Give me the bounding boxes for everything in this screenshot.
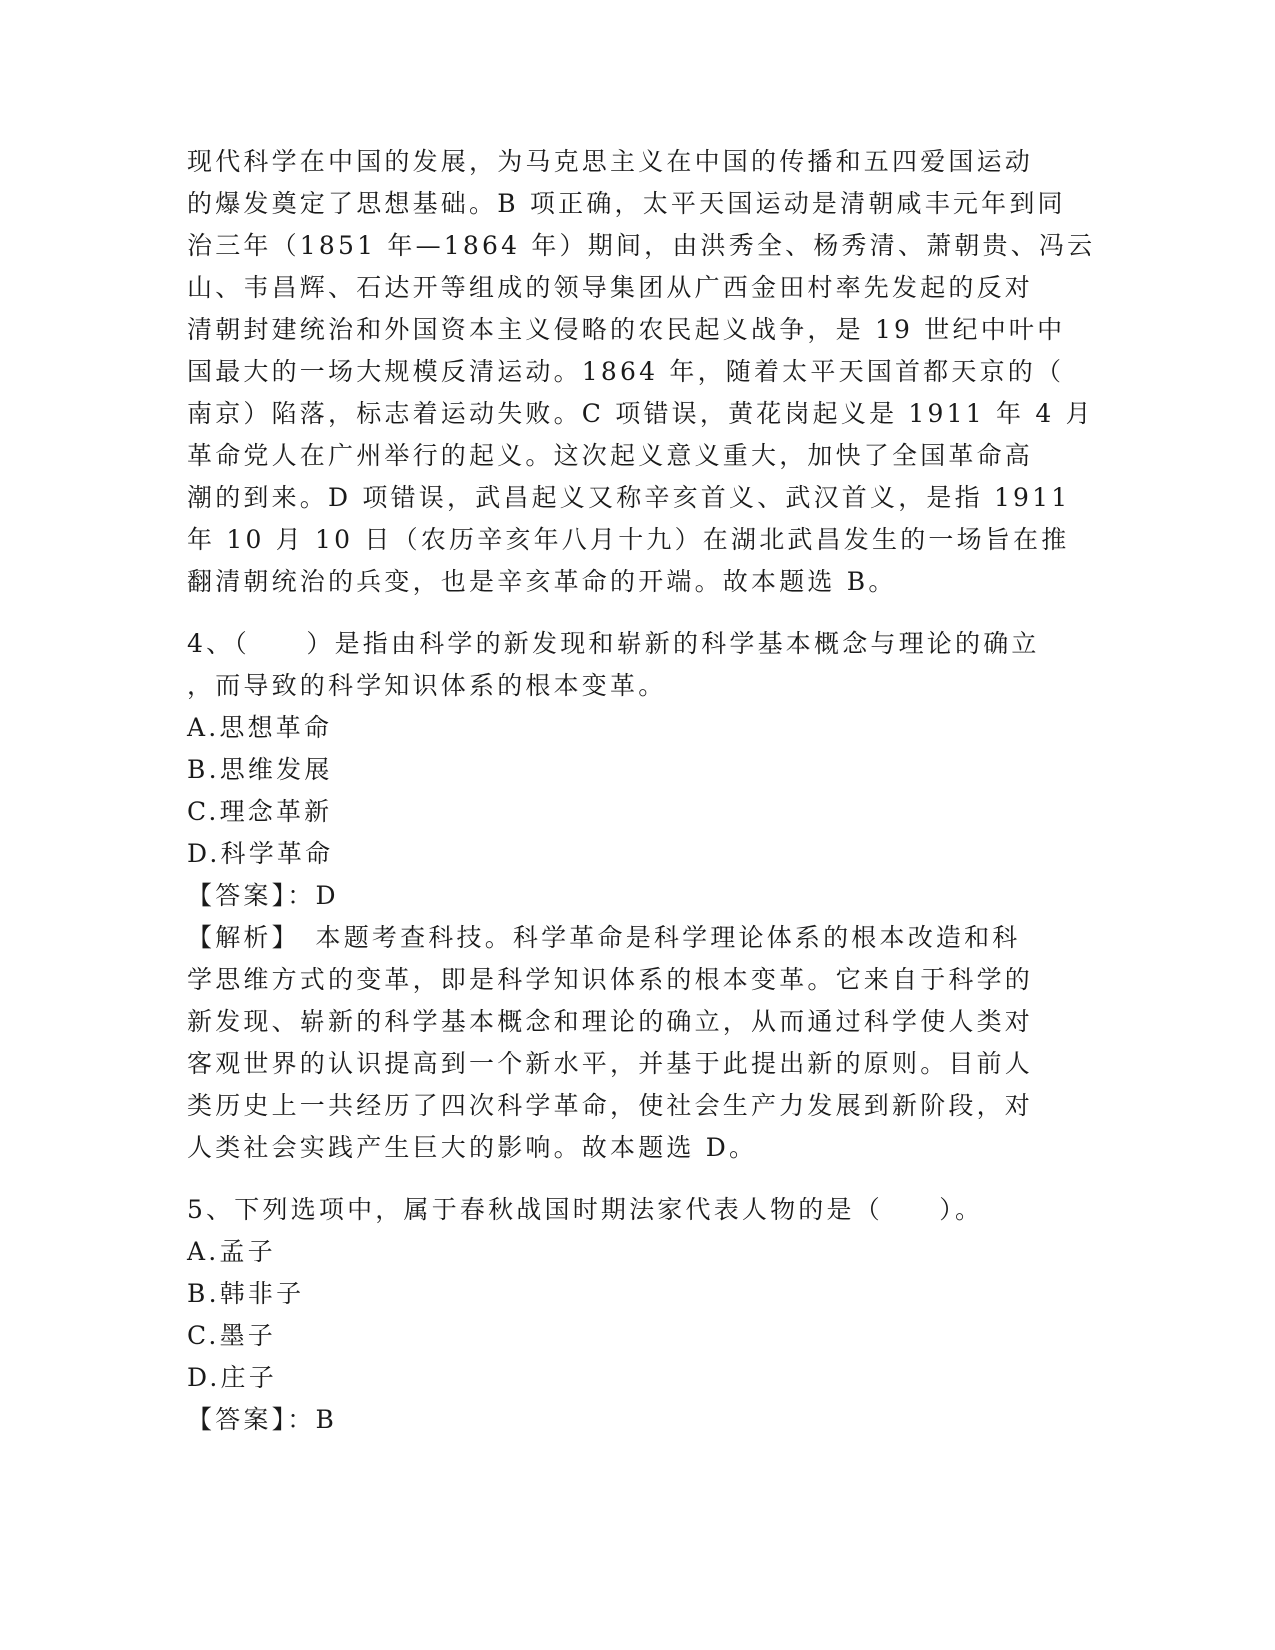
- question-4-analysis: 【解析】 本题考查科技。科学革命是科学理论体系的根本改造和科: [187, 923, 1021, 952]
- analysis-line: 治三年（1851 年—1864 年）期间，由洪秀全、杨秀清、萧朝贵、冯云: [187, 231, 1096, 260]
- question-4-analysis: 新发现、崭新的科学基本概念和理论的确立，从而通过科学使人类对: [187, 1007, 1034, 1036]
- question-5-option-c: C.墨子: [187, 1321, 276, 1350]
- question-5-option-d: D.庄子: [187, 1363, 277, 1392]
- question-4-option-b: B.思维发展: [187, 755, 333, 784]
- analysis-line: 的爆发奠定了思想基础。B 项正确，太平天国运动是清朝咸丰元年到同: [187, 189, 1066, 218]
- question-4-option-c: C.理念革新: [187, 797, 333, 826]
- question-4-analysis: 人类社会实践产生巨大的影响。故本题选 D。: [187, 1133, 758, 1162]
- analysis-line: 翻清朝统治的兵变，也是辛亥革命的开端。故本题选 B。: [187, 567, 897, 596]
- analysis-line: 革命党人在广州举行的起义。这次起义意义重大，加快了全国革命高: [187, 441, 1034, 470]
- question-4-stem: ，而导致的科学知识体系的根本变革。: [187, 671, 667, 700]
- question-4-analysis: 客观世界的认识提高到一个新水平，并基于此提出新的原则。目前人: [187, 1049, 1034, 1078]
- question-5-option-a: A.孟子: [187, 1237, 276, 1266]
- question-4-analysis: 类历史上一共经历了四次科学革命，使社会生产力发展到新阶段，对: [187, 1091, 1034, 1120]
- analysis-line: 年 10 月 10 日（农历辛亥年八月十九）在湖北武昌发生的一场旨在推: [187, 525, 1070, 554]
- analysis-line: 现代科学在中国的发展，为马克思主义在中国的传播和五四爱国运动: [187, 147, 1034, 176]
- analysis-line: 潮的到来。D 项错误，武昌起义又称辛亥首义、武汉首义，是指 1911: [187, 483, 1071, 512]
- question-5-stem: 5、下列选项中，属于春秋战国时期法家代表人物的是（ ）。: [187, 1195, 984, 1224]
- question-5-answer: 【答案】：B: [187, 1405, 338, 1434]
- analysis-line: 清朝封建统治和外国资本主义侵略的农民起义战争，是 19 世纪中叶中: [187, 315, 1066, 344]
- analysis-line: 国最大的一场大规模反清运动。1864 年，随着太平天国首都天京的（: [187, 357, 1065, 386]
- analysis-line: 南京）陷落，标志着运动失败。C 项错误，黄花岗起义是 1911 年 4 月: [187, 399, 1094, 428]
- question-4-option-d: D.科学革命: [187, 839, 334, 868]
- analysis-line: 山、韦昌辉、石达开等组成的领导集团从广西金田村率先发起的反对: [187, 273, 1034, 302]
- question-5-option-b: B.韩非子: [187, 1279, 305, 1308]
- question-4-answer: 【答案】：D: [187, 881, 339, 910]
- question-4-option-a: A.思想革命: [187, 713, 333, 742]
- question-4-stem: 4、（ ）是指由科学的新发现和崭新的科学基本概念与理论的确立: [187, 629, 1040, 658]
- question-4-analysis: 学思维方式的变革，即是科学知识体系的根本变革。它来自于科学的: [187, 965, 1034, 994]
